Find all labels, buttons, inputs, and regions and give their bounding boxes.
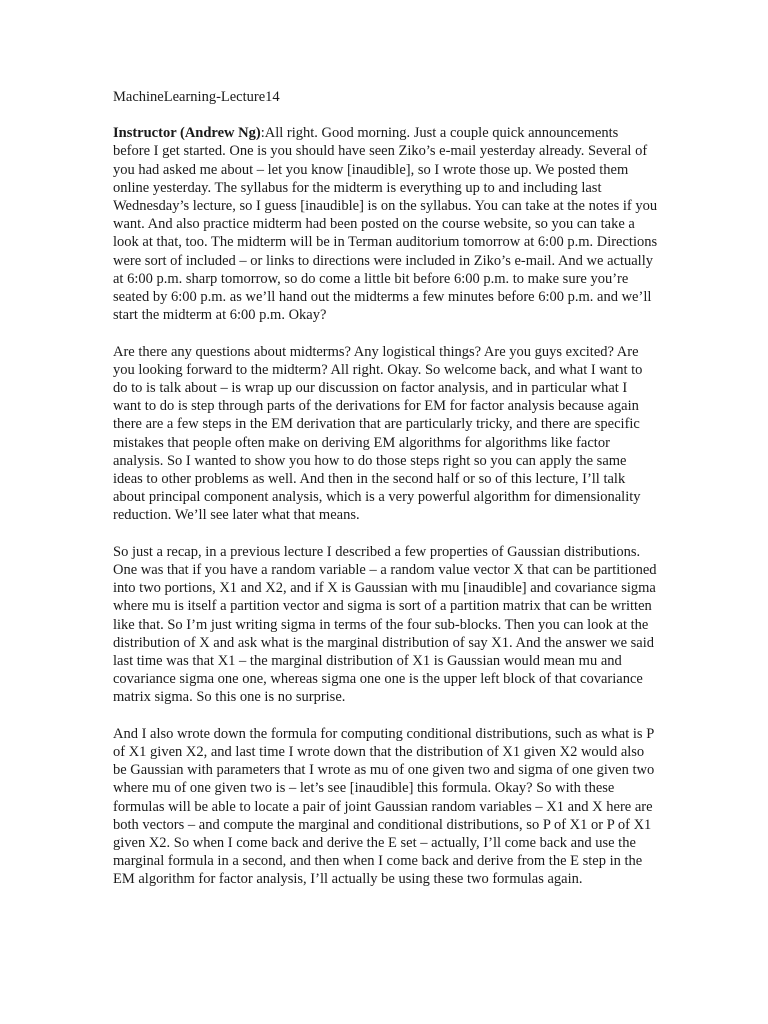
document-title: MachineLearning-Lecture14 — [113, 89, 280, 105]
paragraph-1 — [113, 124, 658, 324]
paragraph-1-text: :All right. Good morning. Just a couple quick announcements before I get started. One is you should have seen Ziko’s e-mail yesterday already. Several of you had asked me about – let you know [inaudible], so I wrote those up. We posted them online yesterday. The syllabus for the midterm is everything up to and including last Wednesday’s lecture, so I guess [inaudible] is on the syllabus. You can take at the notes if you want. And also practice midterm had been posted on the course website, so you can take a look at that, too. The midterm will be in Terman auditorium tomorrow at 6:00 p.m. Directions were sort of included – or links to directions were included in Ziko’s e-mail. And we actually at 6:00 p.m. sharp tomorrow, so do come a little bit before 6:00 p.m. to make sure you’re seated by 6:00 p.m. as we’ll hand out the midterms a few minutes before 6:00 p.m. and we’ll start the midterm at 6:00 p.m. Okay? — [113, 125, 658, 324]
paragraph-3: So just a recap, in a previous lecture I described a few properties of Gaussian distributions. One was that if you have a random variable – a random value vector X that can be partitioned into two portions, X1 and X2, and if X is Gaussian with mu [inaudible] and covariance sigma where mu is itself a partition vector and sigma is sort of a partition matrix that can be written like that. So I’m just writing sigma in terms of the four sub-blocks. Then you can look at the distribution of X and ask what is the marginal distribution of say X1. And the answer we said last time was that X1 – the marginal distribution of X1 is Gaussian would mean mu and covariance sigma one one, whereas sigma one one is the upper left block of that covariance matrix sigma. So this one is no surprise. — [113, 543, 657, 706]
speaker-label: Instructor (Andrew Ng) — [113, 125, 261, 142]
paragraph-4: And I also wrote down the formula for computing conditional distributions, such as what is P of X1 given X2, and last time I wrote down that the distribution of X1 given X2 would also be Gaussian with parameters that I wrote as mu of one given two and sigma of one given two where mu of one given two is – let’s see [inaudible] this formula. Okay? So with these formulas will be able to locate a pair of joint Gaussian random variables – X1 and X here are both vectors – and compute the marginal and conditional distributions, so P of X1 or P of X1 given X2. So when I come back and derive the E set – actually, I’ll come back and use the marginal formula in a second, and then when I come back and derive from the E step in the EM algorithm for factor analysis, I’ll actually be using these two formulas again. — [113, 725, 655, 888]
document-page — [113, 88, 658, 907]
paragraph-2: Are there any questions about midterms? Any logistical things? Are you guys excited? Are you looking forward to the midterm? All right. Okay. So welcome back, and what I want to do to is talk about – is wrap up our discussion on factor analysis, and in particular what I want to do is step through parts of the derivations for EM for factor analysis because again there are a few steps in the EM derivation that are particularly tricky, and there are specific mistakes that people often make on deriving EM algorithms for algorithms like factor analysis. So I wanted to show you how to do those steps right so you can apply the same ideas to other problems as well. And then in the second half or so of this lecture, I’ll talk about principal component analysis, which is a very powerful algorithm for dimensionality reduction. We’ll see later what that means. — [113, 343, 643, 524]
